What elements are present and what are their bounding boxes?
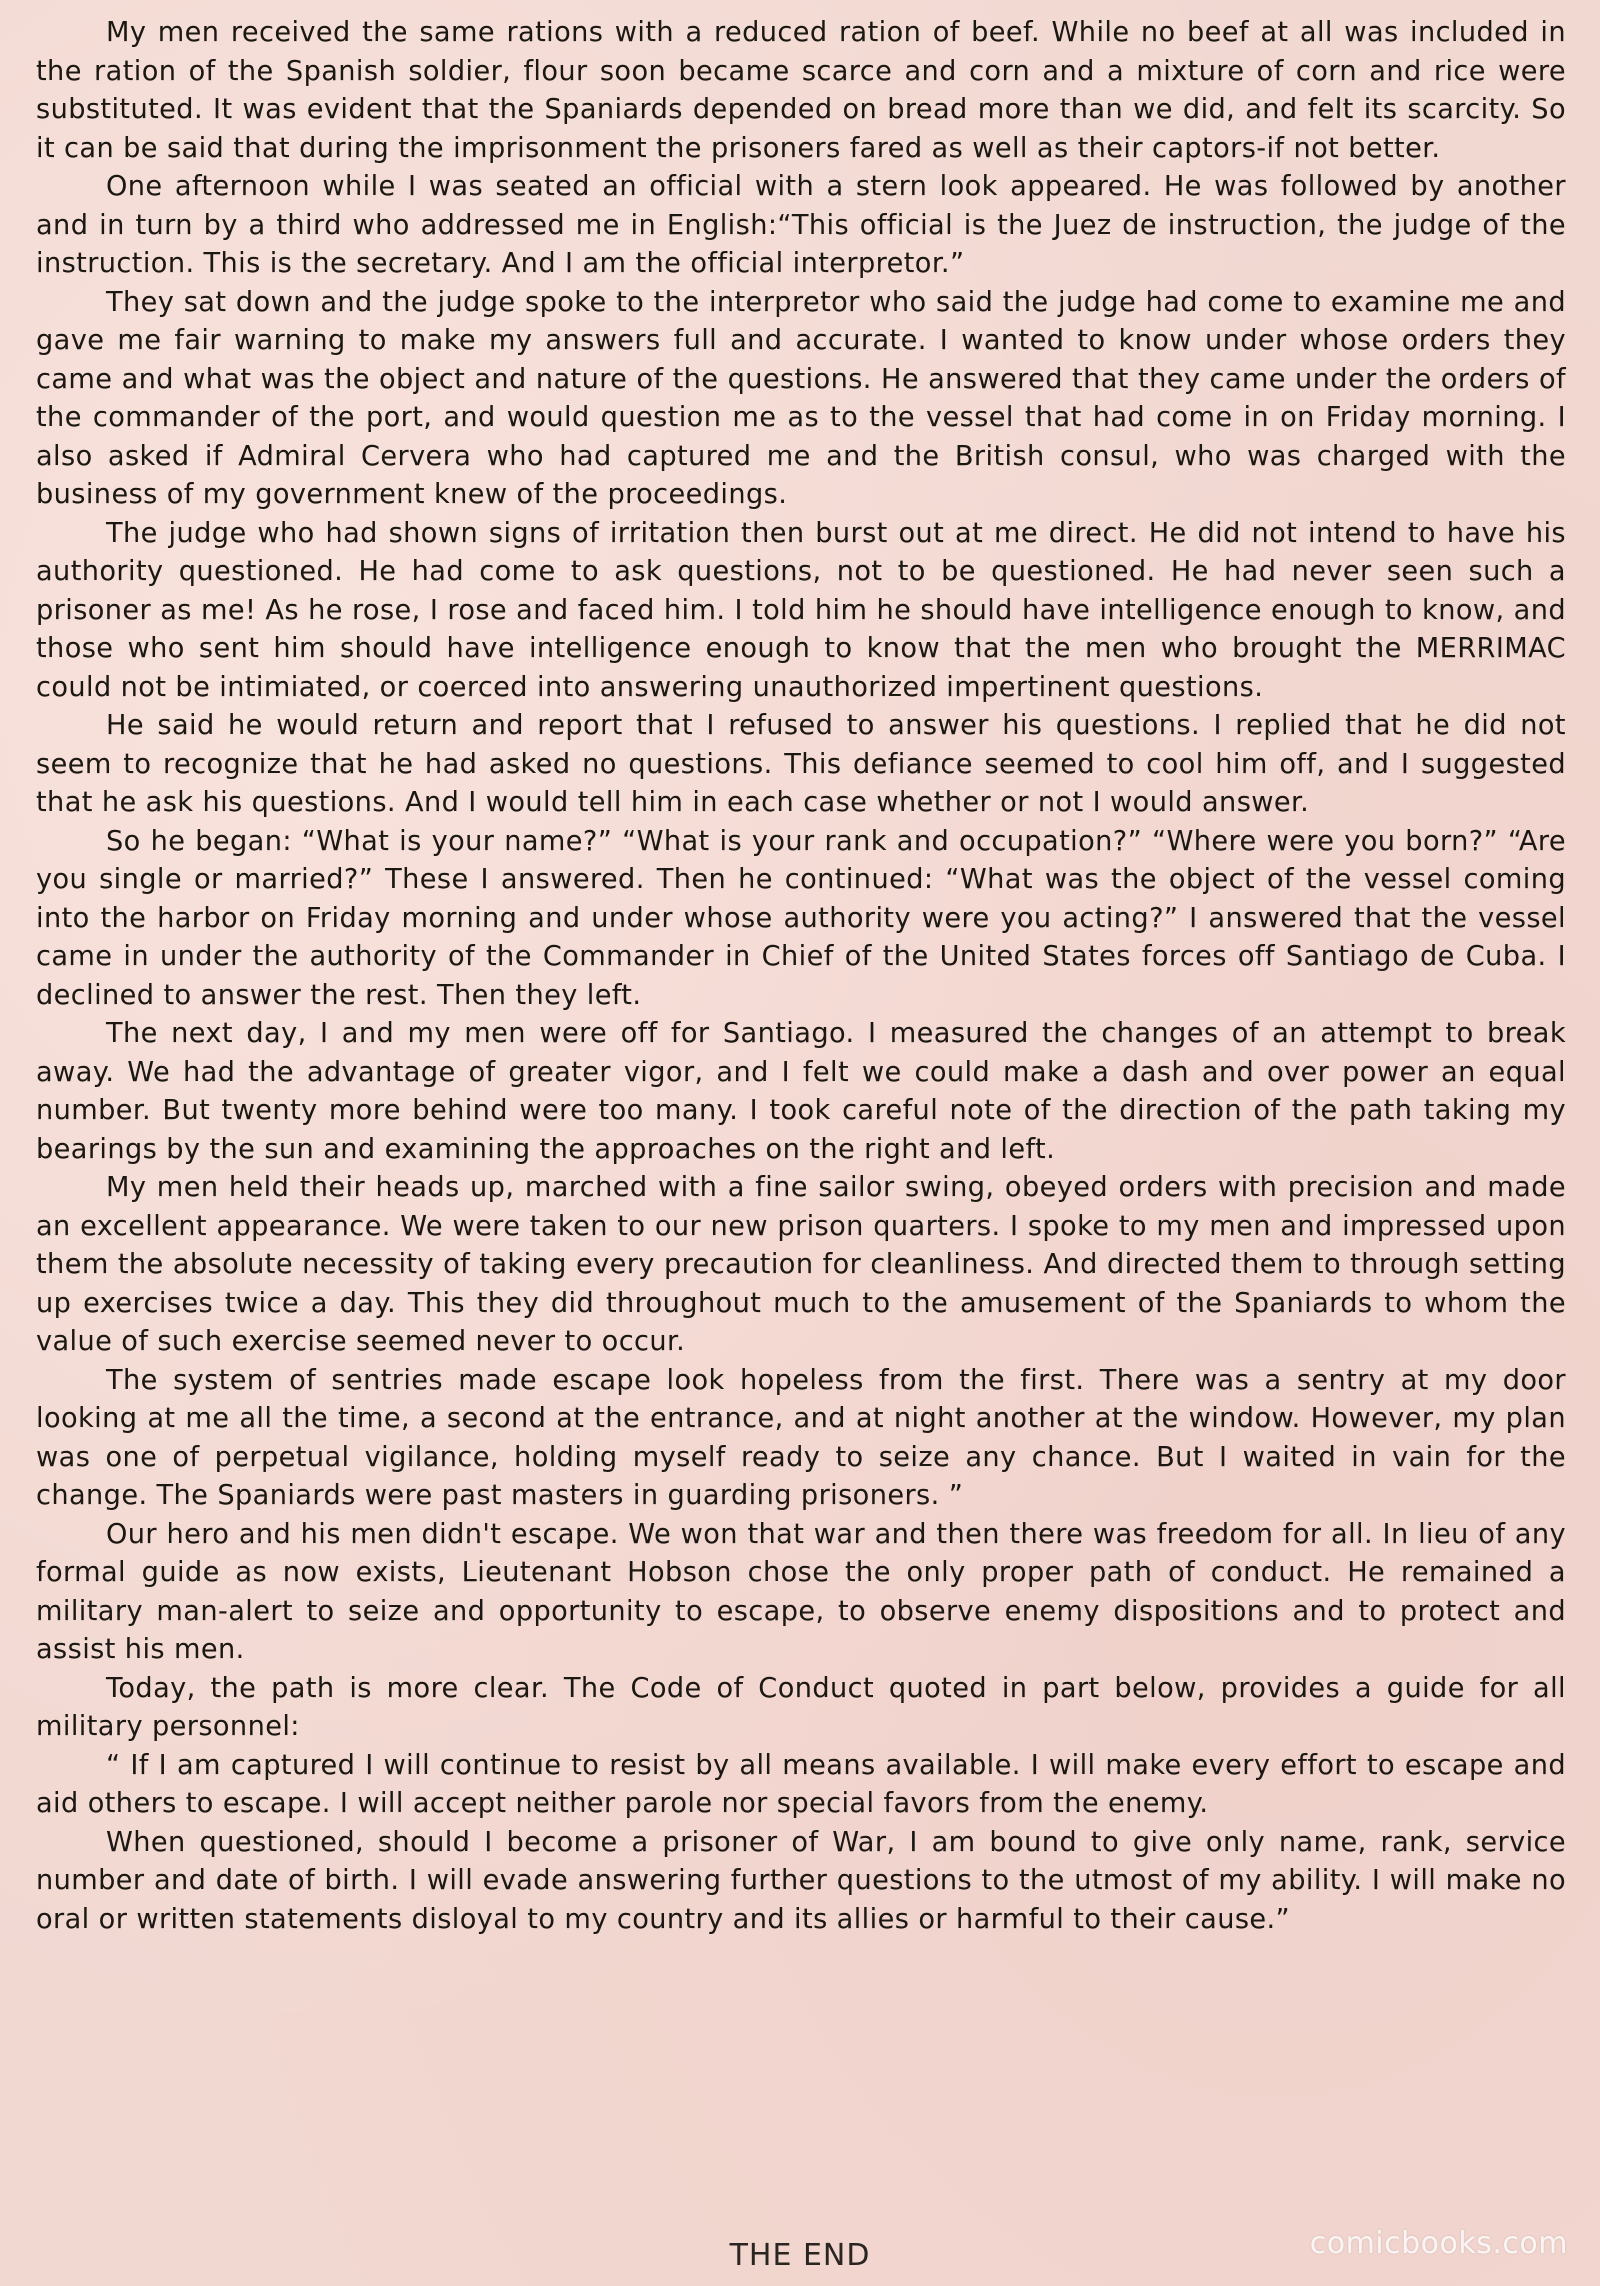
- code-of-conduct-quote: When questioned, should I become a prisoner of War, I am bound to give only name, rank, service number and date of birth. I will evade answering further questions to the utmost of my ability. I will make no oral or written statements disloyal to my country and its allies or harmful to their cause.”: [36, 1826, 1566, 1935]
- code-of-conduct-quote: “ If I am captured I will continue to resist by all means available. I will make every effort to escape and aid others to escape. I will accept neither parole nor special favors from the enemy.: [36, 1749, 1566, 1819]
- site-watermark: comicbooks.com: [1309, 2226, 1568, 2261]
- paragraph: My men received the same rations with a reduced ration of beef. While no beef at all was included in the ration of the Spanish soldier, flour soon became scarce and corn and a mixture of corn and rice were substituted. It was evident that the Spaniards depended on bread more than we did, and felt its scarcity. So it can be said that during the imprisonment the prisoners fared as well as their captors-if not better.: [36, 17, 1566, 164]
- the-end-caption: THE END: [729, 2238, 871, 2273]
- paragraph: Today, the path is more clear. The Code of Conduct quoted in part below, provides a guide for all military personnel:: [36, 1672, 1566, 1742]
- paragraph: The system of sentries made escape look hopeless from the first. There was a sentry at my door looking at me all the time, a second at the entrance, and at night another at the window. However, my plan was one of perpetual vigilance, holding myself ready to seize any chance. But I waited in vain for the change. The Spaniards were past masters in guarding prisoners. ”: [36, 1364, 1566, 1511]
- paragraph: So he began: “What is your name?” “What is your rank and occupation?” “Where were you born?” “Are you single or married?” These I answered. Then he continued: “What was the object of the vessel coming into the harbor on Friday morning and under whose authority were you acting?” I answered that the vessel came in under the authority of the Commander in Chief of the United States forces off Santiago de Cuba. I declined to answer the rest. Then they left.: [36, 825, 1566, 1011]
- story-text: [36, 14, 1566, 1939]
- paragraph: One afternoon while I was seated an official with a stern look appeared. He was followed by another and in turn by a third who addressed me in English:“This official is the Juez de instruction, the judge of the instruction. This is the secretary. And I am the official interpretor.”: [36, 171, 1566, 279]
- paragraph: The next day, I and my men were off for Santiago. I measured the changes of an attempt to break away. We had the advantage of greater vigor, and I felt we could make a dash and over power an equal number. But twenty more behind were too many. I took careful note of the direction of the path taking my bearings by the sun and examining the approaches on the right and left.: [36, 1018, 1566, 1165]
- paragraph: He said he would return and report that I refused to answer his questions. I replied that he did not seem to recognize that he had asked no questions. This defiance seemed to cool him off, and I suggested that he ask his questions. And I would tell him in each case whether or not I would answer.: [36, 710, 1566, 818]
- paragraph: Our hero and his men didn't escape. We won that war and then there was freedom for all. In lieu of any formal guide as now exists, Lieutenant Hobson chose the only proper path of conduct. He remained a military man-alert to seize and opportunity to escape, to observe enemy dispositions and to protect and assist his men.: [36, 1518, 1566, 1665]
- paragraph: The judge who had shown signs of irritation then burst out at me direct. He did not intend to have his authority questioned. He had come to ask questions, not to be questioned. He had never seen such a prisoner as me! As he rose, I rose and faced him. I told him he should have intelligence enough to know, and those who sent him should have intelligence enough to know that the men who brought the MERRIMAC could not be intimiated, or coerced into answering unauthorized impertinent questions.: [36, 517, 1566, 703]
- paragraph: My men held their heads up, marched with a fine sailor swing, obeyed orders with precision and made an excellent appearance. We were taken to our new prison quarters. I spoke to my men and impressed upon them the absolute necessity of taking every precaution for cleanliness. And directed them to through setting up exercises twice a day. This they did throughout much to the amusement of the Spaniards to whom the value of such exercise seemed never to occur.: [36, 1172, 1566, 1357]
- paragraph: They sat down and the judge spoke to the interpretor who said the judge had come to examine me and gave me fair warning to make my answers full and accurate. I wanted to know under whose orders they came and what was the object and nature of the questions. He answered that they came under the orders of the commander of the port, and would question me as to the vessel that had come in on Friday morning. I also asked if Admiral Cervera who had captured me and the British consul, who was charged with the business of my government knew of the proceedings.: [36, 286, 1566, 510]
